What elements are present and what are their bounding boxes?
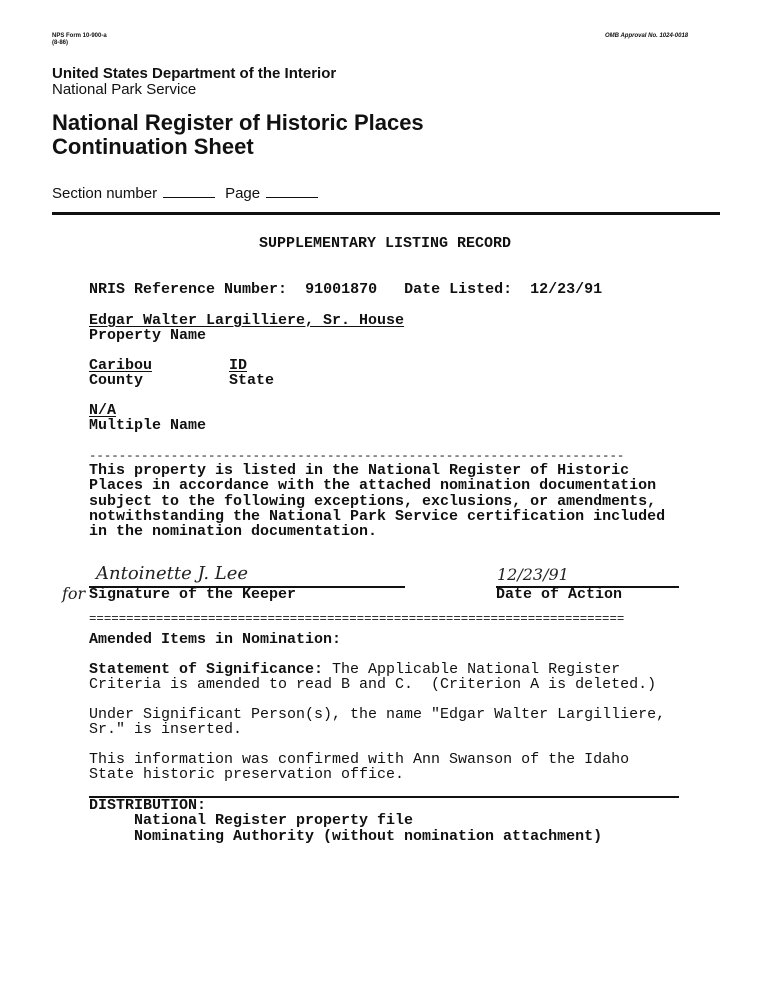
page-field	[266, 196, 318, 198]
distribution-item-1: National Register property file	[134, 812, 414, 829]
date-listed-label: Date Listed:	[404, 281, 513, 298]
date-of-action-label: Date of Action	[496, 586, 623, 603]
statement-line-2: Places in accordance with the attached nomination documentation	[89, 477, 657, 494]
section-page-line	[52, 185, 328, 203]
record-heading: SUPPLEMENTARY LISTING RECORD	[259, 235, 512, 252]
service-name: National Park Service	[52, 81, 197, 98]
keeper-signature-handwriting: Antoinette J. Lee	[96, 563, 249, 584]
department-name: United States Department of the Interior	[52, 65, 337, 82]
nris-label: NRIS Reference Number:	[89, 281, 288, 298]
distribution-item-2: Nominating Authority (without nomination attachment)	[134, 828, 603, 845]
register-title: National Register of Historic Places	[52, 110, 424, 135]
signature-label: Signature of the Keeper	[89, 586, 297, 603]
state-value: ID	[229, 357, 248, 374]
section-number-label: Section number	[52, 185, 158, 202]
statement-line-3: subject to the following exceptions, exclusions, or amendments,	[89, 493, 657, 510]
statement-line-5: in the nomination documentation.	[89, 523, 378, 540]
section-number-field	[163, 196, 215, 198]
date-listed-value: 12/23/91	[530, 281, 603, 298]
form-number: NPS Form 10-900-a	[52, 33, 107, 39]
statement-line-1: This property is listed in the National Register of Historic	[89, 462, 630, 479]
county-value: Caribou	[89, 357, 153, 374]
dashed-separator: ------------------------------------------------------------------------	[89, 449, 625, 463]
county-label: County	[89, 372, 144, 389]
nris-line	[89, 282, 602, 298]
person-line-1: Under Significant Person(s), the name "Edgar Walter Largilliere,	[89, 706, 666, 723]
page-label: Page	[225, 185, 261, 202]
significance-line-2: Criteria is amended to read B and C. (Criterion A is deleted.)	[89, 676, 657, 693]
confirm-line-1: This information was confirmed with Ann Swanson of the Idaho	[89, 751, 630, 768]
nris-value: 91001870	[305, 281, 378, 298]
distribution-heading: DISTRIBUTION:	[89, 797, 207, 814]
double-separator: ========================================================================	[89, 612, 625, 626]
multiple-name-label: Multiple Name	[89, 417, 207, 434]
amended-items-heading: Amended Items in Nomination:	[89, 631, 342, 648]
form-date: (8-86)	[52, 40, 69, 46]
significance-label: Statement of Significance:	[89, 661, 324, 678]
property-name-label: Property Name	[89, 327, 207, 344]
header-rule	[52, 212, 720, 215]
multiple-name-value: N/A	[89, 402, 117, 419]
action-date-handwriting: 12/23/91	[497, 565, 569, 584]
omb-approval: OMB Approval No. 1024-0018	[605, 33, 689, 39]
significance-text-1: The Applicable National Register	[323, 661, 621, 678]
confirm-line-2: State historic preservation office.	[89, 766, 405, 783]
state-label: State	[229, 372, 275, 389]
person-line-2: Sr." is inserted.	[89, 721, 243, 738]
continuation-title: Continuation Sheet	[52, 134, 254, 159]
for-handwriting: for	[62, 584, 86, 603]
statement-line-4: notwithstanding the National Park Service certification included	[89, 508, 666, 525]
property-name-value: Edgar Walter Largilliere, Sr. House	[89, 312, 405, 329]
